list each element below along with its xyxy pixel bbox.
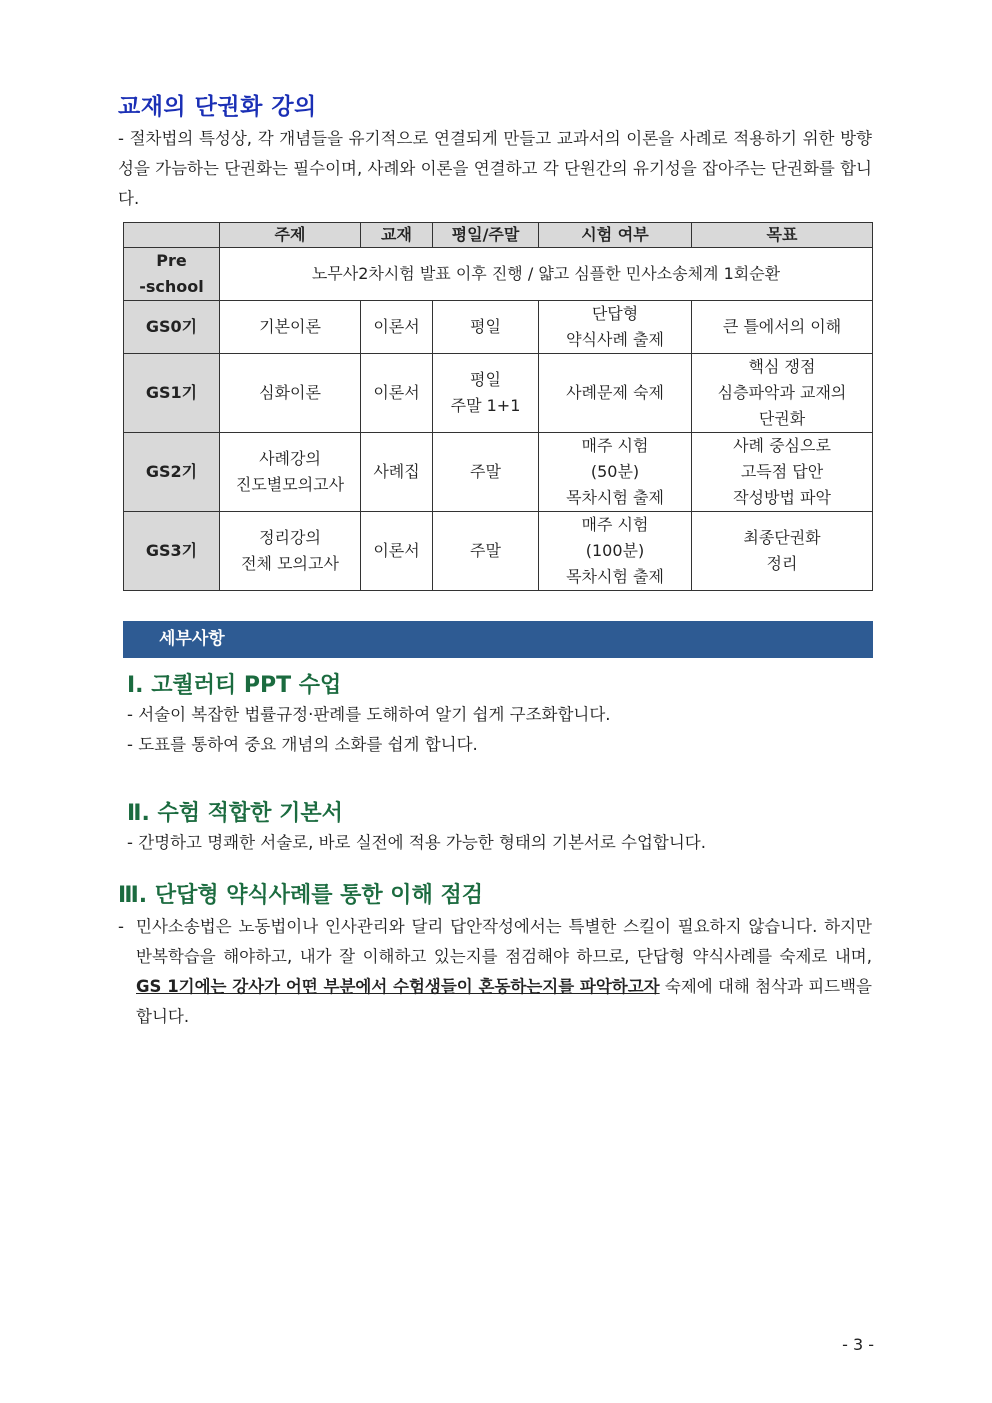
cell-line: (50분) — [590, 462, 640, 481]
cell-line: 큰 틀에서의 이해 — [722, 317, 842, 336]
cell-exam — [539, 512, 692, 591]
row-label: GS2기 — [124, 433, 220, 512]
cell-line: 매주 시험 — [581, 515, 649, 534]
cell-goal — [692, 354, 873, 433]
cell-line: 약식사례 출제 — [566, 330, 664, 349]
cell-line: 사례문제 숙제 — [566, 383, 664, 402]
header-cell-exam: 시험 여부 — [539, 223, 692, 248]
cell-exam — [539, 433, 692, 512]
part1-bullet: - 도표를 통하여 중요 개념의 소화를 쉽게 합니다. — [127, 735, 478, 754]
cell-line: 최종단권화 — [743, 528, 821, 547]
cell-topic — [220, 433, 361, 512]
table-row — [124, 512, 873, 591]
cell-line: 정리 — [766, 554, 798, 573]
cell-line: 매주 시험 — [581, 436, 649, 455]
cell-day — [433, 354, 539, 433]
header-cell-goal: 목표 — [692, 223, 873, 248]
part3-title: Ⅲ. 단답형 약식사례를 통한 이해 점검 — [118, 883, 483, 908]
cell-line: (100분) — [585, 541, 645, 560]
course-schedule-table — [123, 222, 873, 591]
header-cell-empty — [124, 223, 220, 248]
cell-goal — [692, 301, 873, 354]
cell-topic — [220, 512, 361, 591]
header-cell-topic: 주제 — [220, 223, 361, 248]
cell-topic — [220, 301, 361, 354]
cell-line: 전체 모의고사 — [241, 554, 339, 573]
cell-book: 이론서 — [361, 301, 433, 354]
cell-line: 핵심 쟁점 — [748, 357, 816, 376]
cell-line: 진도별모의고사 — [235, 475, 345, 494]
cell-line: 사례강의 — [259, 449, 321, 468]
part3-text-before: 민사소송법은 노동법이나 인사관리와 달리 답안작성에서는 특별한 스킬이 필요하지 않습니다. 하지만 반복학습을 해야하고, 내가 잘 이해하고 있는지를 점검해야 하므로, 단답형 약식사례를 숙제로 내며, — [136, 917, 872, 966]
part1-title: Ⅰ. 고퀄러티 PPT 수업 — [127, 673, 342, 698]
part3-dash: - — [118, 917, 124, 936]
cell-line: 주말 — [470, 541, 501, 560]
cell-topic — [220, 354, 361, 433]
cell-goal — [692, 512, 873, 591]
table-row — [124, 433, 873, 512]
cell-goal — [692, 433, 873, 512]
part3-paragraph — [118, 912, 872, 1032]
cell-day — [433, 433, 539, 512]
cell-line: 사례 중심으로 — [733, 436, 831, 455]
row-label: GS3기 — [124, 512, 220, 591]
header-cell-book: 교재 — [361, 223, 433, 248]
cell-book: 이론서 — [361, 354, 433, 433]
cell-line: 목차시험 출제 — [566, 488, 664, 507]
cell-line: 단권화 — [758, 409, 806, 428]
cell-day — [433, 301, 539, 354]
cell-line: 정리강의 — [259, 528, 321, 547]
intro-paragraph: - 절차법의 특성상, 각 개념들을 유기적으로 연결되게 만들고 교과서의 이론을 사례로 적용하기 위한 방향성을 가늠하는 단권화는 필수이며, 사례와 이론을 연결하고 각 단원간의 유기성을 잡아주는 단권화를 합니다. — [118, 129, 872, 208]
part2-bullet: - 간명하고 명쾌한 서술로, 바로 실전에 적용 가능한 형태의 기본서로 수업합니다. — [127, 833, 706, 852]
part2-title: Ⅱ. 수험 적합한 기본서 — [127, 801, 343, 826]
cell-line: 심층파악과 교재의 — [717, 383, 847, 402]
part3-text-after: 숙제에 대해 첨삭과 피드백을 합니다. — [136, 977, 872, 1026]
table-row — [124, 301, 873, 354]
cell-line: 평일 — [470, 370, 501, 389]
row-label: GS0기 — [124, 301, 220, 354]
cell-line: 고득점 답안 — [740, 462, 824, 481]
cell-line: 목차시험 출제 — [566, 567, 664, 586]
table-row-preschool — [124, 248, 873, 301]
cell-book: 사례집 — [361, 433, 433, 512]
part3-emphasis: GS 1기에는 강사가 어떤 부분에서 수험생들이 혼동하는지를 파악하고자 — [136, 977, 660, 996]
row-label-line: -school — [139, 277, 204, 296]
row-label-preschool — [124, 248, 220, 301]
cell-line: 작성방법 파악 — [733, 488, 831, 507]
row-label: GS1기 — [124, 354, 220, 433]
part3-text — [136, 912, 872, 1032]
table-row — [124, 354, 873, 433]
cell-line: 평일 — [470, 317, 501, 336]
preschool-description: 노무사2차시험 발표 이후 진행 / 얇고 심플한 민사소송체계 1회순환 — [220, 248, 873, 301]
cell-line: 주말 1+1 — [450, 396, 521, 415]
cell-line: 심화이론 — [259, 383, 321, 402]
cell-day — [433, 512, 539, 591]
cell-line: 주말 — [470, 462, 501, 481]
part1-bullet: - 서술이 복잡한 법률규정·판례를 도해하여 알기 쉽게 구조화합니다. — [127, 705, 611, 724]
page-number: - 3 - — [842, 1335, 874, 1354]
cell-exam — [539, 301, 692, 354]
cell-line: 단답형 — [591, 304, 639, 323]
section-title: 교재의 단권화 강의 — [118, 94, 317, 120]
cell-line: 기본이론 — [259, 317, 321, 336]
details-banner: 세부사항 — [123, 621, 873, 658]
cell-exam — [539, 354, 692, 433]
header-cell-day: 평일/주말 — [433, 223, 539, 248]
row-label-line: Pre — [156, 251, 187, 270]
cell-book: 이론서 — [361, 512, 433, 591]
table-header-row — [124, 223, 873, 248]
